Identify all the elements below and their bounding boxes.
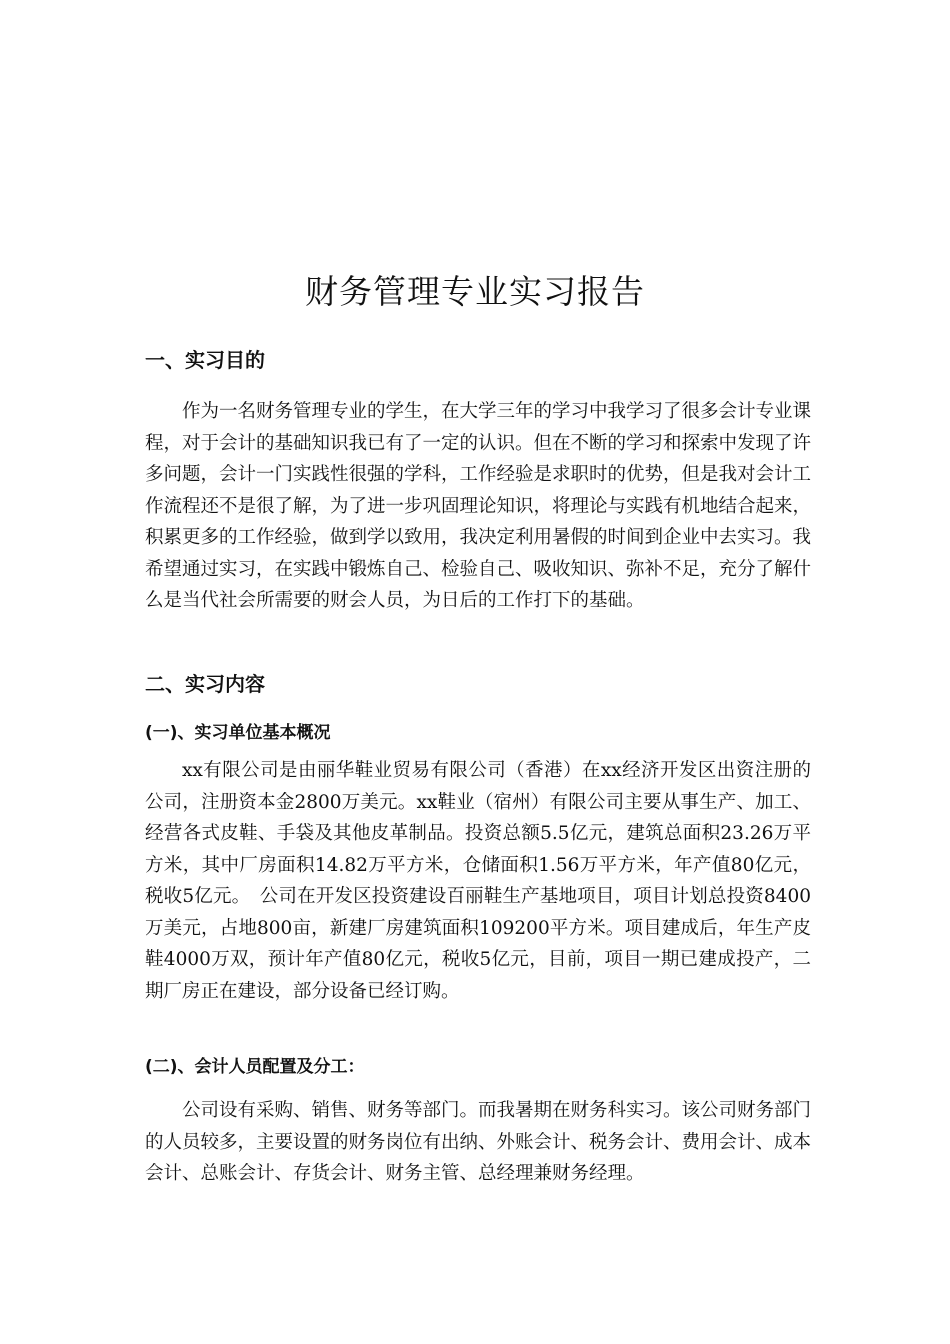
subsection-heading-accounting-staff: (二)、会计人员配置及分工：: [145, 1057, 365, 1077]
subsection-heading-company-overview: (一)、实习单位基本概况: [145, 723, 331, 743]
paragraph-accounting-staff: 公司设有采购、销售、财务等部门。而我暑期在财务科实习。该公司财务部门的人员较多，主要设置的财务岗位有出纳、外账会计、税务会计、费用会计、成本会计、总账会计、存货会计、财务主管、总经理兼财务经理。: [145, 1100, 812, 1184]
section-heading-internship-purpose: 一、实习目的: [145, 348, 265, 372]
section-heading-internship-content: 二、实习内容: [145, 672, 265, 696]
document-title: 财务管理专业实习报告: [305, 272, 645, 311]
paragraph-company-overview: xx有限公司是由丽华鞋业贸易有限公司（香港）在xx经济开发区出资注册的公司，注册资本金2800万美元。xx鞋业（宿州）有限公司主要从事生产、加工、经营各式皮鞋、手袋及其他皮革制品。投资总额5.5亿元，建筑总面积23.26万平方米，其中厂房面积14.82万平方米，仓储面积1.56万平方米，年产值80亿元，税收5亿元。 公司在开发区投资建设百丽鞋生产基地项目，项目计划总投资8400万美元，占地800亩，新建厂房建筑面积109200平方米。项目建成后，年生产皮鞋4000万双，预计年产值80亿元，税收5亿元，目前，项目一期已建成投产，二期厂房正在建设，部分设备已经订购。: [145, 760, 811, 1002]
paragraph-internship-purpose: 作为一名财务管理专业的学生，在大学三年的学习中我学习了很多会计专业课程，对于会计的基础知识我已有了一定的认识。但在不断的学习和探索中发现了许多问题，会计一门实践性很强的学科，工作经验是求职时的优势，但是我对会计工作流程还不是很了解，为了进一步巩固理论知识，将理论与实践有机地结合起来，积累更多的工作经验，做到学以致用，我决定利用暑假的时间到企业中去实习。我希望通过实习，在实践中锻炼自己、检验自己、吸收知识、弥补不足，充分了解什么是当代社会所需要的财会人员，为日后的工作打下的基础。: [145, 401, 812, 611]
